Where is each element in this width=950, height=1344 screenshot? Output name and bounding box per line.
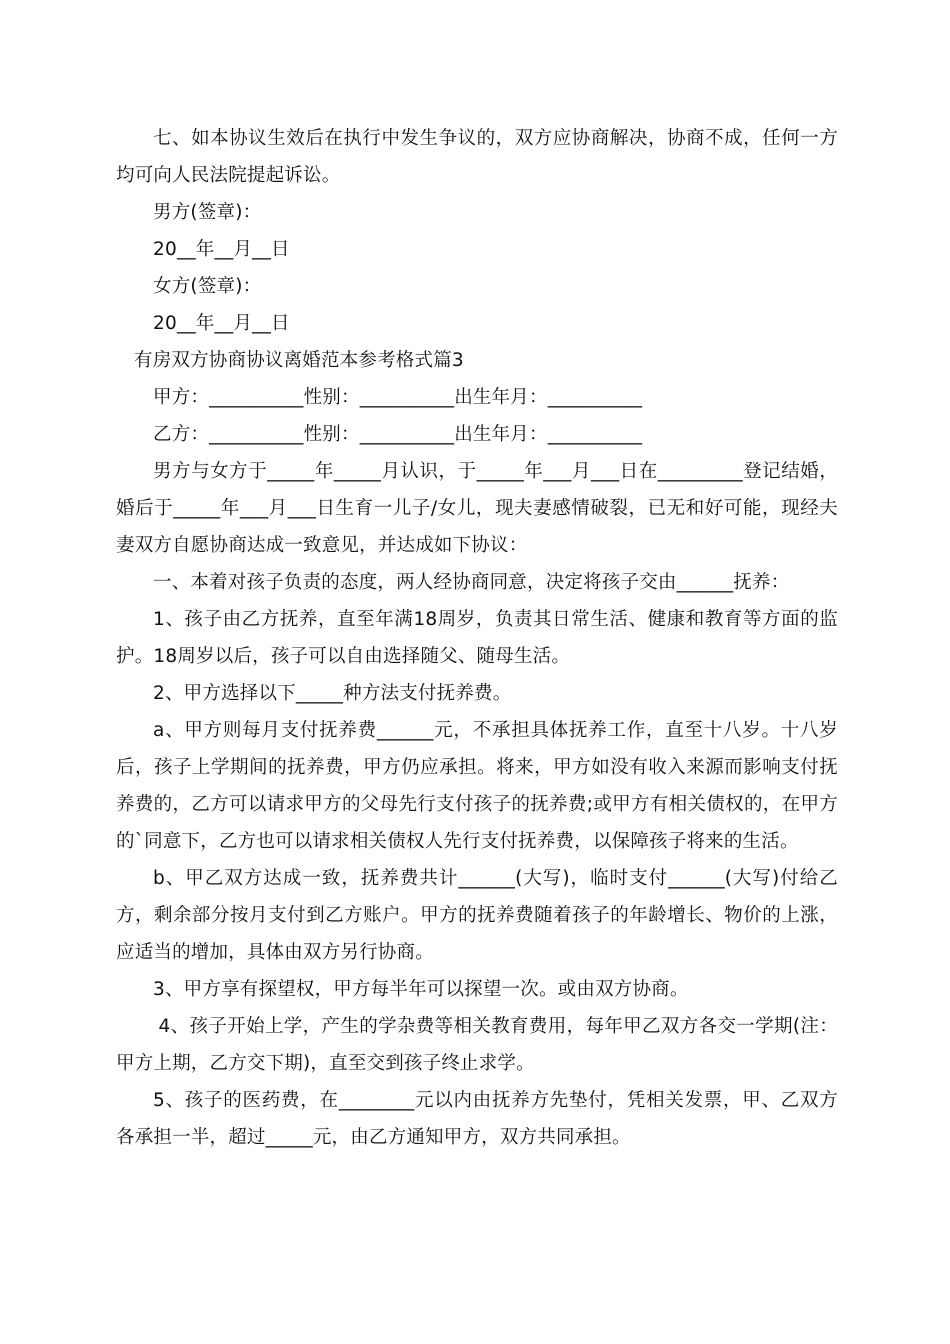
item-4-education-fees: 4、孩子开始上学，产生的学杂费等相关教育费用，每年甲乙双方各交一学期(注：甲方上期，乙方交下期)，直至交到孩子终止求学。 <box>116 1016 838 1074</box>
clause-seven: 七、如本协议生效后在执行中发生争议的，双方应协商解决，协商不成，任何一方均可向人民法院提起诉讼。 <box>116 128 838 186</box>
party-a-info: 甲方：__________性别：__________出生年月：__________ <box>153 387 643 408</box>
item-5-medical-fees: 5、孩子的医药费，在________元以内由抚养方先垫付，凭相关发票，甲、乙双方各承担一半，超过_____元，由乙方通知甲方，双方共同承担。 <box>116 1090 838 1148</box>
marriage-background: 男方与女方于_____年_____月认识，于_____年___月___日在_________登记结婚，婚后于_____年___月___日生育一儿子/女儿，现夫妻感情破裂，已无和好可能，现经夫妻双方自愿协商达成一致意见，并达成如下协议： <box>116 461 838 556</box>
item-a-monthly-support: a、甲方则每月支付抚养费______元，不承担具体抚养工作，直至十八岁。十八岁后，孩子上学期间的抚养费，甲方仍应承担。将来，甲方如没有收入来源而影响支付抚养费的，乙方可以请求甲方的父母先行支付孩子的抚养费;或甲方有相关债权的，在甲方的`同意下，乙方也可以请求相关债权人先行支付抚养费，以保障孩子将来的生活。 <box>116 720 838 852</box>
male-date-line: 20__年__月__日 <box>153 239 290 260</box>
clause-one: 一、本着对孩子负责的态度，两人经协商同意，决定将孩子交由______抚养： <box>153 572 790 593</box>
female-signature-line: 女方(签章)： <box>153 276 262 297</box>
item-1-custody: 1、孩子由乙方抚养，直至年满18周岁，负责其日常生活、健康和教育等方面的监护。18周岁以后，孩子可以自由选择随父、随母生活。 <box>116 609 838 667</box>
item-3-visitation: 3、甲方享有探望权，甲方每半年可以探望一次。或由双方协商。 <box>153 979 689 1000</box>
female-date-line: 20__年__月__日 <box>153 313 290 334</box>
party-b-info: 乙方：__________性别：__________出生年月：__________ <box>153 424 643 445</box>
document-body <box>116 120 838 1156</box>
item-b-lump-sum: b、甲乙双方达成一致，抚养费共计______(大写)，临时支付______(大写)付给乙方，剩余部分按月支付到乙方账户。甲方的抚养费随着孩子的年龄增长、物价的上涨，应适当的增加，具体由双方另行协商。 <box>116 868 838 963</box>
section-title: 有房双方协商协议离婚范本参考格式篇3 <box>134 350 464 371</box>
male-signature-line: 男方(签章)： <box>153 202 262 223</box>
item-2-payment-method: 2、甲方选择以下_____种方法支付抚养费。 <box>153 683 512 704</box>
